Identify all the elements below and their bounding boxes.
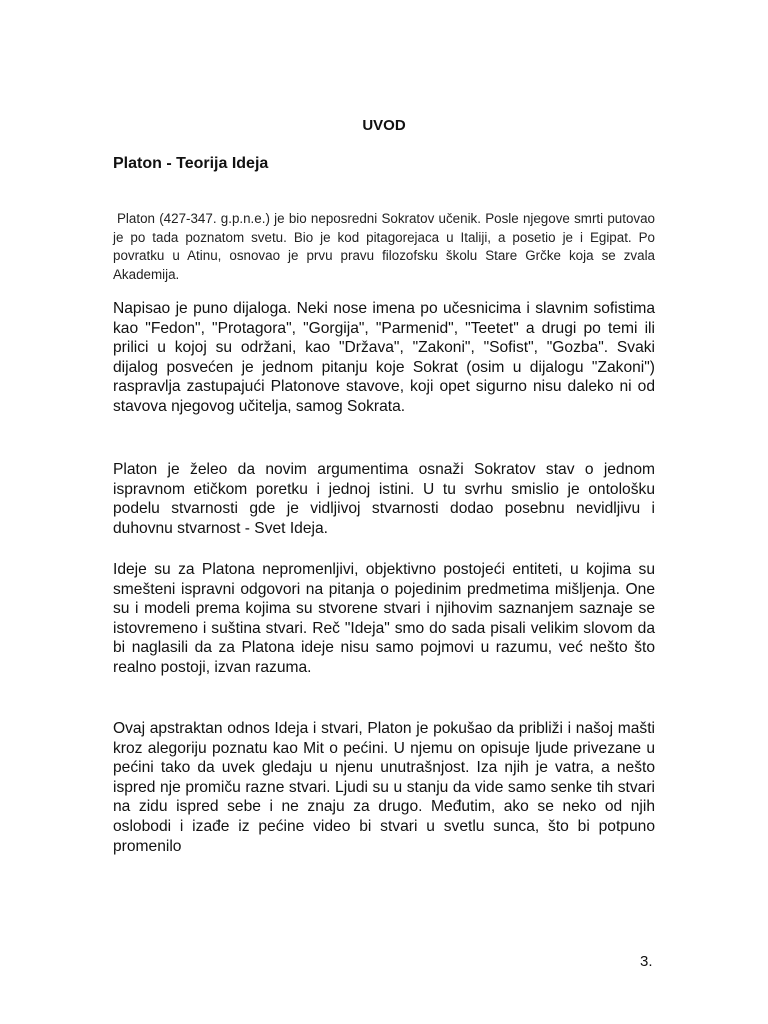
body-paragraph-4: Ovaj apstraktan odnos Ideja i stvari, Platon je pokušao da približi i našoj mašti kroz alegoriju poznatu kao Mit o pećini. U njemu on opisuje ljude privezane u pećini tako da uvek gledaju u njenu unutrašnjost. Iza njih je vatra, a nešto ispred nje promiču razne stvari. Ljudi su u stanju da vide samo senke tih stvari na zidu ispred sebe i ne znaju za drugo. Međutim, ako se neko od njih oslobodi i izađe iz pećine video bi stvari u svetlu sunca, što bi potpuno promenilo	[113, 720, 655, 855]
intro-paragraph: Platon (427-347. g.p.n.e.) je bio neposredni Sokratov učenik. Posle njegove smrti putovao je po tada poznatom svetu. Bio je kod pitagorejaca u Italiji, a posetio je i Egipat. Po povratku u Atinu, osnovao je prvu pravu filozofsku školu Stare Grčke koja se zvala Akademija.	[113, 211, 655, 282]
page-number: 3.	[640, 953, 653, 970]
body-paragraph-3: Ideje su za Platona nepromenljivi, objektivno postojeći entiteti, u kojima su smešteni ispravni odgovori na pitanja o pojedinim predmetima mišljenja. One su i modeli prema kojima su stvorene stvari i njihovim saznanjem saznaje se istovremeno i suština stvari. Reč "Ideja" smo do sada pisali velikim slovom da bi naglasili da za Platona ideje nisu samo pojmovi u razumu, već nešto što realno postoji, izvan razuma.	[113, 561, 655, 676]
document-title: UVOD	[362, 117, 406, 134]
body-paragraph-1: Napisao je puno dijaloga. Neki nose imena po učesnicima i slavnim sofistima kao "Fedon", "Protagora", "Gorgija", "Parmenid", "Teetet" a drugi po temi ili prilici u kojoj su održani, kao "Država", "Zakoni", "Sofist", "Gozba". Svaki dijalog posvećen je jednom pitanju koje Sokrat (osim u dijalogu "Zakoni") raspravlja zastupajući Platonove stavove, koji opet sigurno nisu daleko ni od stavova njegovog učitelja, samog Sokrata.	[113, 300, 655, 415]
body-paragraph-2: Platon je želeo da novim argumentima osnaži Sokratov stav o jednom ispravnom etičkom poretku i jednoj istini. U tu svrhu smislio je ontološku podelu stvarnosti gde je vidljivoj stvarnosti dodao posebnu nevidljivu i duhovnu stvarnost - Svet Ideja.	[113, 461, 655, 537]
section-heading: Platon - Teorija Ideja	[113, 155, 269, 172]
